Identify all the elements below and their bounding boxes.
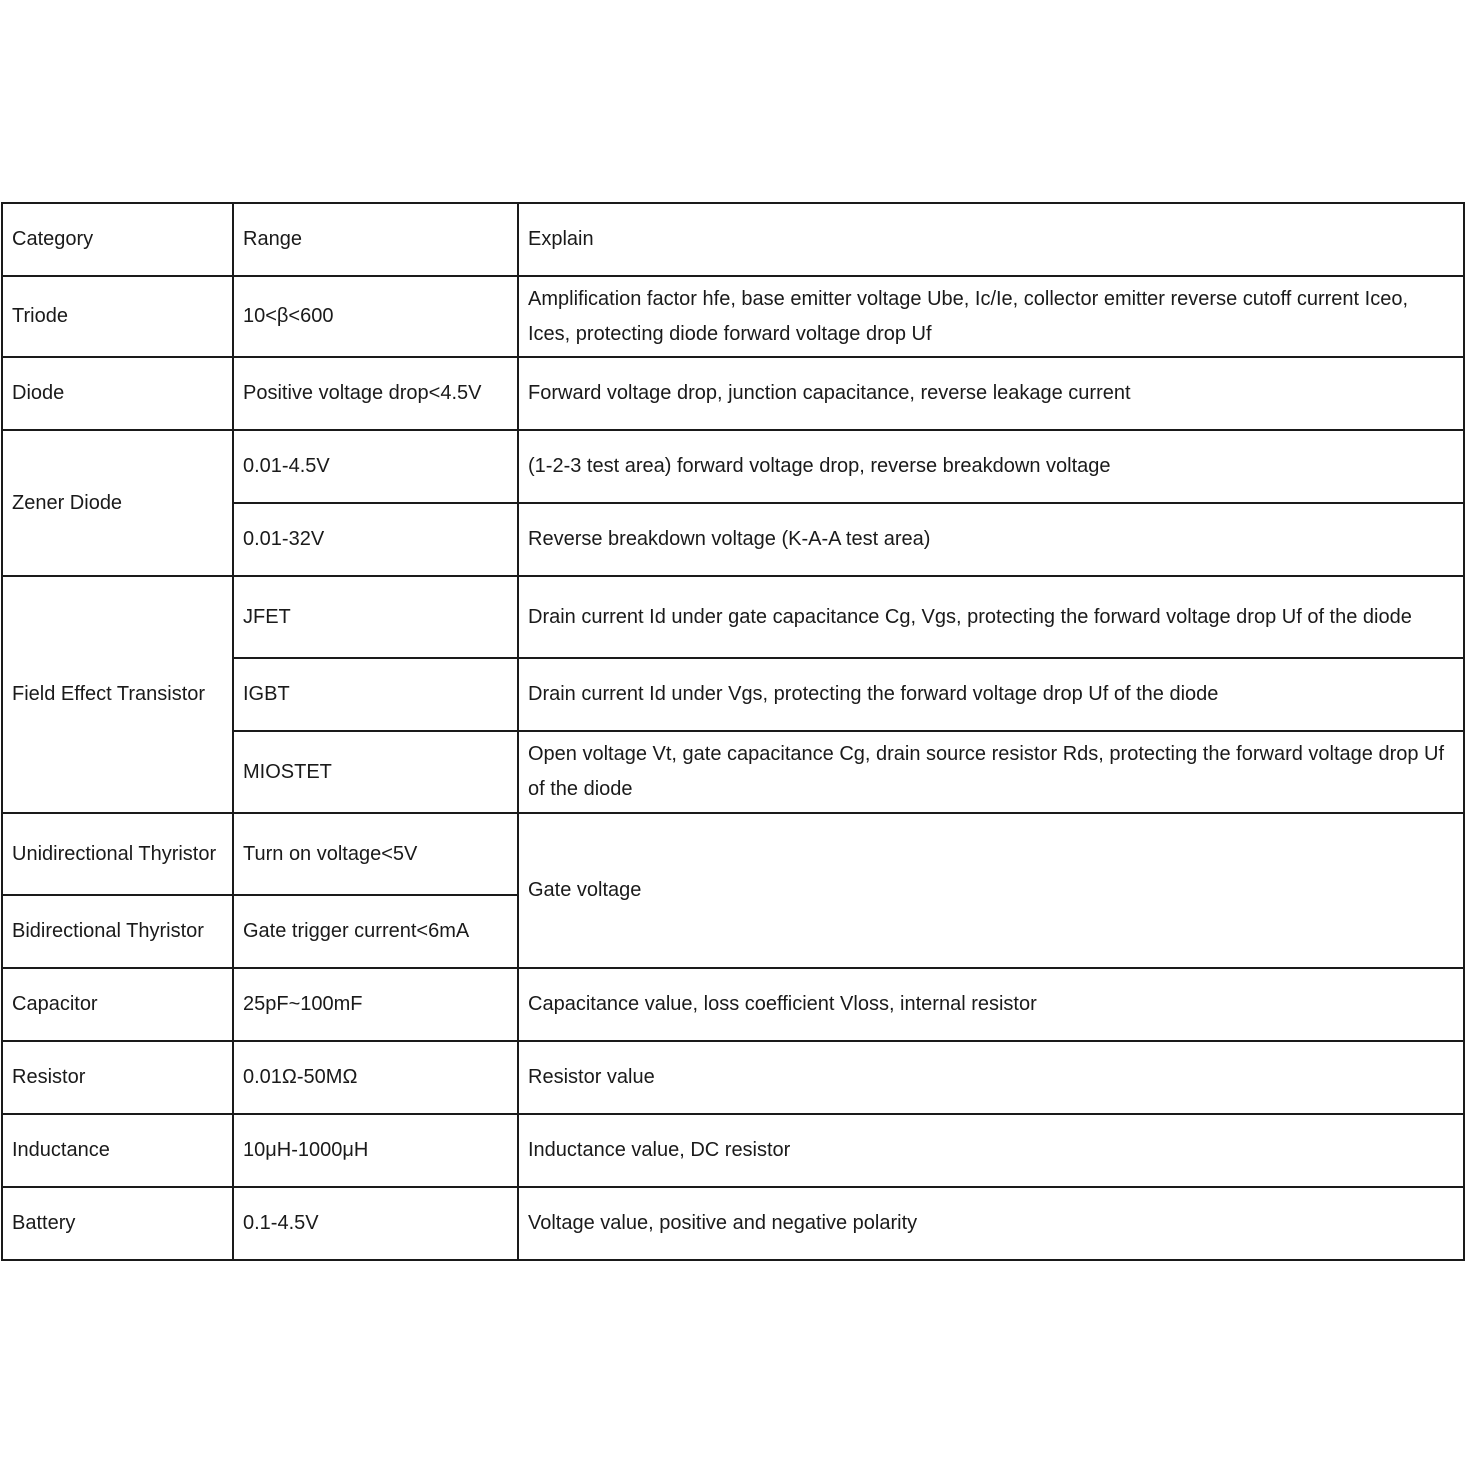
cell-category: Capacitor: [2, 968, 233, 1041]
header-explain: Explain: [518, 203, 1464, 276]
table-row-triode: [2, 276, 1464, 357]
cell-range: 0.01-32V: [233, 503, 518, 576]
table-header-row: [2, 203, 1464, 276]
cell-range: IGBT: [233, 658, 518, 731]
cell-range: 10μH-1000μH: [233, 1114, 518, 1187]
cell-category: Bidirectional Thyristor: [2, 895, 233, 968]
cell-range: 0.01-4.5V: [233, 430, 518, 503]
table-row-fet-1: [2, 576, 1464, 658]
cell-category: Diode: [2, 357, 233, 430]
cell-range: 0.1-4.5V: [233, 1187, 518, 1260]
cell-explain: Voltage value, positive and negative polarity: [518, 1187, 1464, 1260]
cell-category: Unidirectional Thyristor: [2, 813, 233, 895]
cell-explain: Inductance value, DC resistor: [518, 1114, 1464, 1187]
header-range: Range: [233, 203, 518, 276]
cell-range: Turn on voltage<5V: [233, 813, 518, 895]
cell-category: Zener Diode: [2, 430, 233, 576]
cell-explain: Capacitance value, loss coefficient Vloss, internal resistor: [518, 968, 1464, 1041]
cell-category: Field Effect Transistor: [2, 576, 233, 813]
table-row-capacitor: [2, 968, 1464, 1041]
cell-explain: Open voltage Vt, gate capacitance Cg, drain source resistor Rds, protecting the forward voltage drop Uf of the diode: [518, 731, 1464, 813]
cell-category: Resistor: [2, 1041, 233, 1114]
cell-explain: Resistor value: [518, 1041, 1464, 1114]
cell-range: Positive voltage drop<4.5V: [233, 357, 518, 430]
cell-explain: Reverse breakdown voltage (K-A-A test area): [518, 503, 1464, 576]
table-row-battery: [2, 1187, 1464, 1260]
table-row-inductance: [2, 1114, 1464, 1187]
cell-explain: Forward voltage drop, junction capacitance, reverse leakage current: [518, 357, 1464, 430]
spec-table: [1, 202, 1465, 1261]
cell-explain: Gate voltage: [518, 813, 1464, 968]
cell-explain: Amplification factor hfe, base emitter voltage Ube, Ic/Ie, collector emitter reverse cutoff current Iceo, Ices, protecting diode forward voltage drop Uf: [518, 276, 1464, 357]
cell-range: JFET: [233, 576, 518, 658]
cell-range: 25pF~100mF: [233, 968, 518, 1041]
cell-explain: Drain current Id under gate capacitance Cg, Vgs, protecting the forward voltage drop Uf of the diode: [518, 576, 1464, 658]
cell-range: MIOSTET: [233, 731, 518, 813]
table-row-resistor: [2, 1041, 1464, 1114]
cell-explain: Drain current Id under Vgs, protecting the forward voltage drop Uf of the diode: [518, 658, 1464, 731]
cell-range: Gate trigger current<6mA: [233, 895, 518, 968]
table-row-zener-1: [2, 430, 1464, 503]
cell-range: 0.01Ω-50MΩ: [233, 1041, 518, 1114]
table-row-thyristor-1: [2, 813, 1464, 895]
cell-category: Inductance: [2, 1114, 233, 1187]
cell-category: Triode: [2, 276, 233, 357]
header-category: Category: [2, 203, 233, 276]
cell-category: Battery: [2, 1187, 233, 1260]
cell-range: 10<β<600: [233, 276, 518, 357]
table-row-diode: [2, 357, 1464, 430]
cell-explain: (1-2-3 test area) forward voltage drop, reverse breakdown voltage: [518, 430, 1464, 503]
